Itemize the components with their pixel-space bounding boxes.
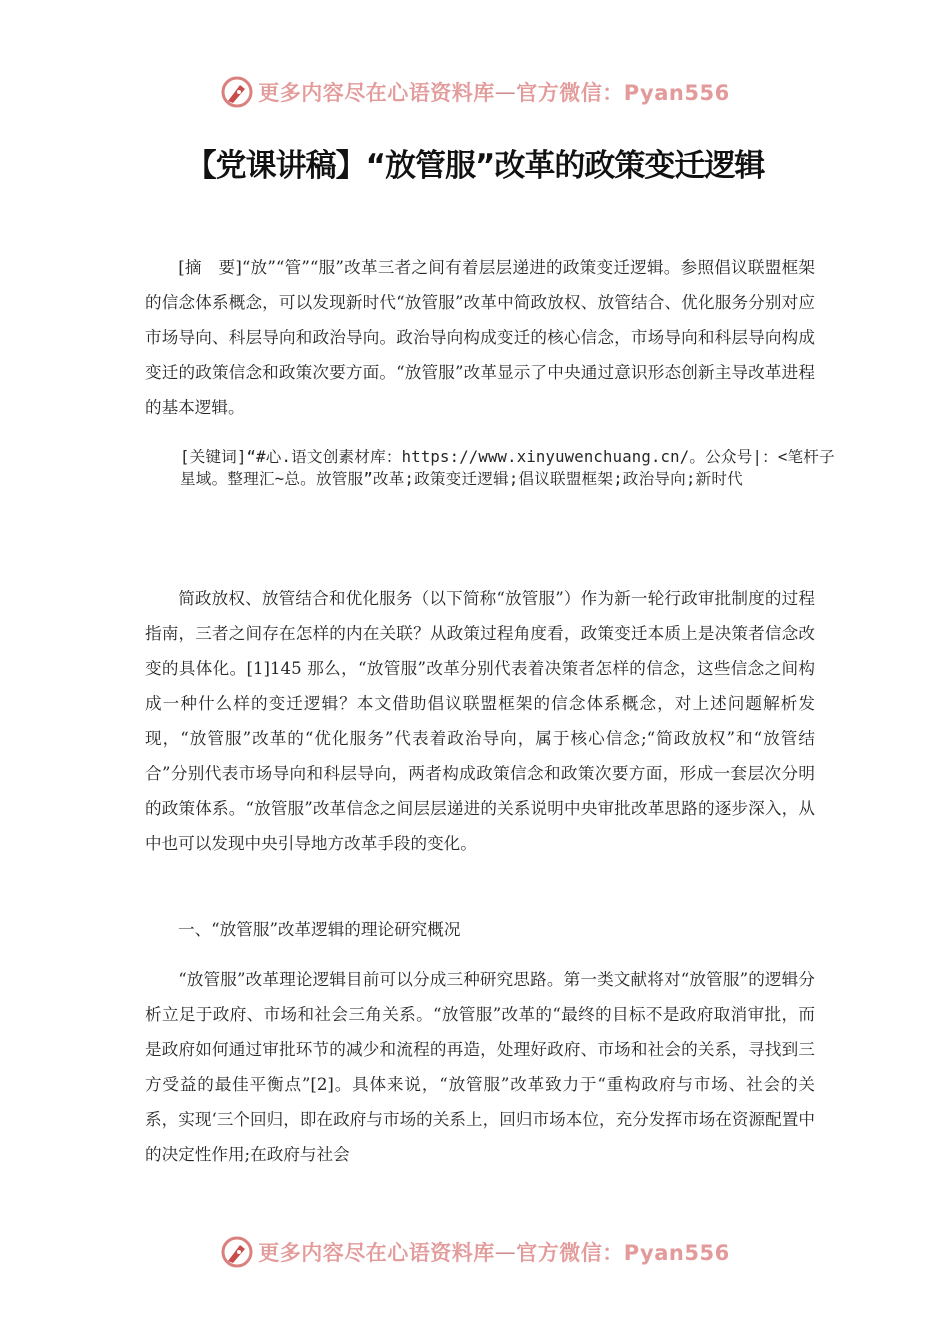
banner-contact: 官方微信：Pyan556 [516,1241,730,1265]
banner-contact: 官方微信：Pyan556 [516,81,730,105]
body-paragraph-2: “放管服”改革理论逻辑目前可以分成三种研究思路。第一类文献将对“放管服”的逻辑分析立足于政府、市场和社会三角关系。“放管服”改革的“最终的目标不是政府取消审批，而是政府如何通过审批环节的减少和流程的再造，处理好政府、市场和社会的关系，寻找到三方受益的最佳平衡点”[2]。具体来说，“放管服”改革致力于“重构政府与市场、社会的关系，实现‘三个回归，即在政府与市场的关系上，回归市场本位，充分发挥市场在资源配置中的决定性作用;在政府与社会 [145,970,815,1164]
body-paragraph-1: 简政放权、放管结合和优化服务（以下简称“放管服”）作为新一轮行政审批制度的过程指南，三者之间存在怎样的内在关联？从政策过程角度看，政策变迁本质上是决策者信念改变的具体化。[1]145 那么，“放管服”改革分别代表着决策者怎样的信念，这些信念之间构成一种什么样的变迁逻辑？本文借助倡议联盟框架的信念体系概念，对上述问题解析发现，“放管服”改革的“优化服务”代表着政治导向，属于核心信念;“简政放权”和“放管结合”分别代表市场导向和科层导向，两者构成政策信念和政策次要方面，形成一套层次分明的政策体系。“放管服”改革信念之间层层递进的关系说明中央审批改革思路的逐步深入，从中也可以发现中央引导地方改革手段的变化。 [145,589,815,853]
banner-brand: 更多内容尽在心语资料库 [258,81,495,105]
footer-banner [0,1232,950,1272]
header-banner [0,72,950,112]
banner-separator: — [494,80,517,104]
keywords-paragraph: [关键词]“#心.语文创素材库：https://www.xinyuwenchuang.cn/。公众号|：<笔杆子星域。整理汇~总。放管服”改革;政策变迁逻辑;倡议联盟框架;政治导向;新时代 [180,448,835,488]
abstract-paragraph: [摘 要]“放”“管”“服”改革三者之间有着层层递进的政策变迁逻辑。参照倡议联盟框架的信念体系概念，可以发现新时代“放管服”改革中简政放权、放管结合、优化服务分别对应市场导向、科层导向和政治导向。政治导向构成变迁的核心信念，市场导向和科层导向构成变迁的政策信念和政策次要方面。“放管服”改革显示了中央通过意识形态创新主导改革进程的基本逻辑。 [145,258,815,417]
pen-nib-logo-icon [220,1235,254,1269]
section-heading-1: 一、“放管服”改革逻辑的理论研究概况 [178,920,461,939]
pen-nib-logo-icon [220,75,254,109]
page-title: 【党课讲稿】“放管服”改革的政策变迁逻辑 [185,148,765,184]
banner-brand: 更多内容尽在心语资料库 [258,1241,495,1265]
banner-separator: — [494,1240,517,1264]
